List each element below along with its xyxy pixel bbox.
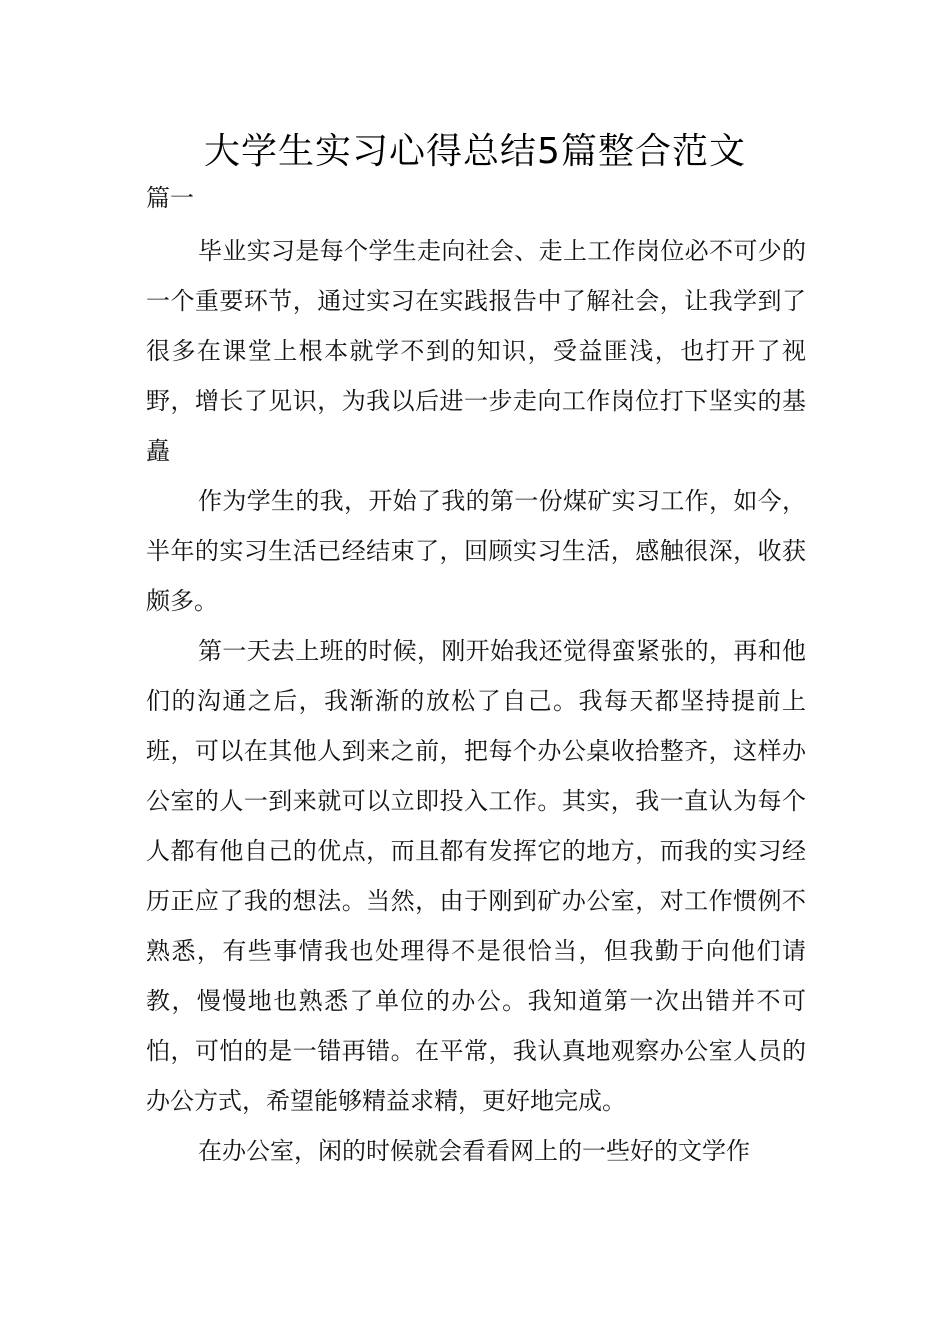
paragraph: 在办公室，闲的时候就会看看网上的一些好的文学作 bbox=[198, 1137, 750, 1165]
document-title: 大学生实习心得总结5篇整合范文 bbox=[204, 131, 746, 172]
section-label: 篇一 bbox=[146, 184, 194, 212]
paragraph: 毕业实习是每个学生走向社会、走上工作岗位必不可少的一个重要环节，通过实习在实践报告中了解社会，让我学到了很多在课堂上根本就学不到的知识，受益匪浅，也打开了视野，增长了见识，为我以后进一步走向工作岗位打下坚实的基矗 bbox=[146, 237, 806, 465]
paragraph: 第一天去上班的时候，刚开始我还觉得蛮紧张的，再和他们的沟通之后，我渐渐的放松了自己。我每天都坚持提前上班，可以在其他人到来之前，把每个办公桌收拾整齐，这样办公室的人一到来就可以立即投入工作。其实，我一直认为每个人都有他自己的优点，而且都有发挥它的地方，而我的实习经历正应了我的想法。当然，由于刚到矿办公室，对工作惯例不熟悉，有些事情我也处理得不是很恰当，但我勤于向他们请教，慢慢地也熟悉了单位的办公。我知道第一次出错并不可怕，可怕的是一错再错。在平常，我认真地观察办公室人员的办公方式，希望能够精益求精，更好地完成。 bbox=[146, 637, 806, 1115]
document-body bbox=[146, 226, 806, 1176]
paragraph: 作为学生的我，开始了我的第一份煤矿实习工作，如今，半年的实习生活已经结束了，回顾实习生活，感触很深，收获颇多。 bbox=[146, 487, 806, 615]
